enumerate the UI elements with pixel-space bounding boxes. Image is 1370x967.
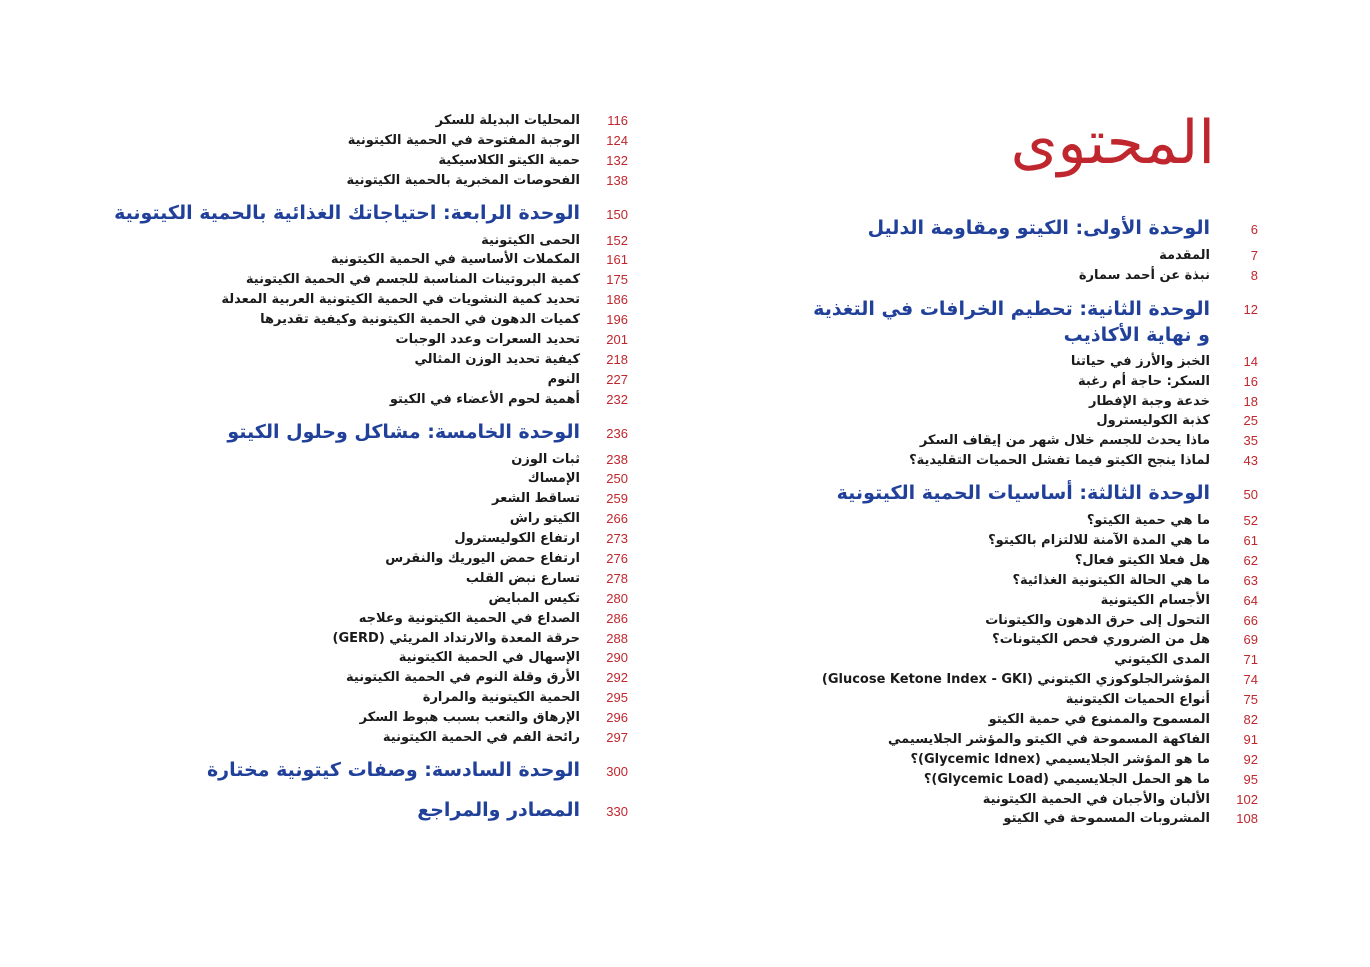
- toc-right-column: [698, 217, 1258, 829]
- page-number: 175: [606, 272, 628, 288]
- toc-entry[interactable]: [698, 511, 1258, 531]
- entry-title: حمية الكيتو الكلاسيكية: [438, 152, 580, 168]
- entry-title: الحمى الكيتونية: [481, 232, 580, 248]
- toc-entry[interactable]: [698, 650, 1258, 670]
- page-number: 116: [607, 113, 628, 128]
- toc-entry[interactable]: [108, 569, 628, 589]
- entry-title: رائحة الفم في الحمية الكيتونية: [382, 730, 580, 746]
- page-number: 16: [1243, 373, 1258, 389]
- page-number: 278: [606, 570, 628, 586]
- page-number: 227: [606, 371, 628, 387]
- page-number: 218: [606, 351, 628, 367]
- toc-entry[interactable]: [108, 708, 628, 728]
- entry-title: أنواع الحميات الكيتونية: [1065, 692, 1210, 708]
- toc-entry[interactable]: [698, 431, 1258, 451]
- page-number: 232: [606, 391, 628, 407]
- entry-title: تساقط الشعر: [492, 491, 580, 507]
- toc-entry[interactable]: [698, 750, 1258, 770]
- page-number: 266: [606, 511, 628, 527]
- entry-title: ارتفاع الكوليسترول: [454, 531, 580, 547]
- page-number: 102: [1236, 791, 1258, 807]
- entry-title: ما هي المدة الآمنة للالتزام بالكيتو؟: [988, 533, 1210, 549]
- toc-entry[interactable]: [108, 151, 628, 171]
- page-number: 152: [606, 232, 628, 248]
- entry-title: كميات الدهون في الحمية الكيتونية وكيفية تقديرها: [260, 312, 580, 328]
- page-number: 61: [1243, 533, 1258, 549]
- page-number: 201: [606, 332, 628, 348]
- page-title: المحتوى: [1010, 108, 1215, 178]
- toc-left-column: [108, 111, 628, 828]
- page-number: 66: [1243, 612, 1258, 628]
- page-number: 95: [1243, 771, 1258, 787]
- toc-entry[interactable]: [108, 290, 628, 310]
- entry-title: خدعة وجبة الإفطار: [1088, 393, 1210, 409]
- entry-title: كيفية تحديد الوزن المثالي: [414, 351, 580, 367]
- page-number: 12: [1243, 301, 1258, 317]
- toc-entry[interactable]: [108, 350, 628, 370]
- page-number: 238: [606, 451, 628, 467]
- page-number: 138: [606, 172, 628, 188]
- toc-unit-heading[interactable]: [108, 798, 628, 828]
- toc-entry[interactable]: [698, 670, 1258, 690]
- entry-title: تحديد كمية النشويات في الحمية الكيتونية العربية المعدلة: [221, 292, 580, 308]
- entry-title: الفاكهة المسموحة في الكيتو والمؤشر الجلايسيمي: [888, 731, 1210, 747]
- toc-entry[interactable]: [108, 111, 628, 131]
- entry-title: الخبز والأرز في حياتنا: [1070, 353, 1210, 369]
- toc-entry[interactable]: [108, 390, 628, 410]
- toc-entry[interactable]: [108, 549, 628, 569]
- entry-title: تكيس المبايض: [488, 590, 580, 606]
- toc-entry[interactable]: [108, 728, 628, 748]
- toc-entry[interactable]: [108, 509, 628, 529]
- toc-unit-heading[interactable]: [698, 297, 1258, 352]
- page-number: 82: [1243, 712, 1258, 728]
- page-number: 276: [606, 551, 628, 567]
- unit-title: الوحدة الثالثة: أساسيات الحمية الكيتونية: [836, 482, 1210, 505]
- entry-title: الصداع في الحمية الكيتونية وعلاجه: [358, 610, 580, 626]
- page-number: 150: [606, 206, 628, 222]
- page-number: 290: [606, 650, 628, 666]
- toc-entry[interactable]: [698, 591, 1258, 611]
- toc-entry[interactable]: [108, 330, 628, 350]
- toc-entry[interactable]: [698, 690, 1258, 710]
- toc-entry[interactable]: [698, 571, 1258, 591]
- toc-entry[interactable]: [698, 392, 1258, 412]
- page-number: 196: [606, 312, 628, 328]
- page-number: 124: [606, 132, 628, 148]
- unit-title: الوحدة السادسة: وصفات كيتونية مختارة: [206, 758, 580, 781]
- entry-title: حرقة المعدة والارتداد المريئي (GERD): [332, 630, 580, 646]
- entry-title: المقدمة: [1159, 248, 1210, 263]
- toc-entry[interactable]: [108, 231, 628, 251]
- toc-entry[interactable]: [108, 469, 628, 489]
- entry-title: المسموح والممنوع في حمية الكيتو: [988, 712, 1210, 728]
- toc-entry[interactable]: [698, 790, 1258, 810]
- page-number: 280: [606, 590, 628, 606]
- page-number: 236: [606, 425, 628, 441]
- page-number: 132: [606, 152, 628, 168]
- entry-title: ما هو الحمل الجلايسيمي (Glycemic Load)؟: [923, 771, 1210, 787]
- entry-title: الإرهاق والتعب بسبب هبوط السكر: [359, 710, 580, 726]
- unit-title: الوحدة الخامسة: مشاكل وحلول الكيتو: [227, 420, 580, 443]
- toc-entry[interactable]: [698, 630, 1258, 650]
- entry-title: هل من الضروري فحص الكيتونات؟: [992, 632, 1210, 648]
- page-number: 91: [1243, 731, 1258, 747]
- toc-entry[interactable]: [108, 171, 628, 191]
- page-number: 6: [1250, 222, 1258, 237]
- toc-unit-heading[interactable]: [108, 420, 628, 450]
- entry-title: التحول إلى حرق الدهون والكيتونات: [985, 612, 1210, 628]
- page-number: 14: [1243, 353, 1258, 369]
- entry-title: لماذا ينجح الكيتو فيما تفشل الحميات التقليدية؟: [909, 453, 1210, 469]
- page-number: 288: [606, 630, 628, 646]
- unit-title: الوحدة الأولى: الكيتو ومقاومة الدليل: [867, 217, 1210, 239]
- page-number: 74: [1243, 672, 1258, 688]
- entry-title: ماذا يحدث للجسم خلال شهر من إيقاف السكر: [919, 433, 1210, 449]
- toc-entry[interactable]: [698, 451, 1258, 471]
- toc-entry[interactable]: [108, 629, 628, 649]
- toc-entry[interactable]: [108, 589, 628, 609]
- page-number: 35: [1243, 433, 1258, 449]
- toc-entry[interactable]: [108, 609, 628, 629]
- page-number: 50: [1243, 487, 1258, 503]
- entry-title: الحمية الكيتونية والمرارة: [422, 690, 580, 706]
- page-number: 297: [606, 730, 628, 746]
- page-number: 75: [1243, 692, 1258, 708]
- entry-title: النوم: [547, 371, 580, 387]
- entry-title: كمية البروتينات المناسبة للجسم في الحمية الكيتونية: [245, 272, 580, 288]
- entry-title: تسارع نبض القلب: [465, 570, 580, 586]
- page-number: 63: [1243, 572, 1258, 588]
- toc-unit-heading[interactable]: [698, 482, 1258, 511]
- page-number: 186: [606, 292, 628, 308]
- toc-entry[interactable]: [108, 529, 628, 549]
- toc-entry[interactable]: [108, 370, 628, 390]
- entry-title: المؤشرالجلوكوزي الكيتوني (Glucose Ketone Index - GKI): [821, 672, 1210, 688]
- page-number: 52: [1243, 513, 1258, 529]
- entry-title: أهمية لحوم الأعضاء في الكيتو: [389, 391, 580, 407]
- toc-entry[interactable]: [698, 352, 1258, 372]
- entry-title: الإمساك: [527, 471, 580, 487]
- page-number: 259: [606, 491, 628, 507]
- unit-title: الوحدة الثانية: تحطيم الخرافات في التغذية و نهاية الأكاذيب: [813, 297, 1210, 346]
- page-number: 273: [606, 531, 628, 547]
- unit-title: المصادر والمراجع: [417, 798, 580, 821]
- toc-unit-heading[interactable]: [108, 201, 628, 231]
- entry-title: نبذة عن أحمد سمارة: [1078, 267, 1210, 283]
- entry-title: الأجسام الكيتونية: [1100, 592, 1210, 608]
- toc-entry[interactable]: [698, 809, 1258, 829]
- toc-entry[interactable]: [108, 648, 628, 668]
- page-number: 108: [1236, 811, 1258, 827]
- entry-title: ثبات الوزن: [511, 451, 580, 467]
- page-number: 71: [1243, 652, 1258, 668]
- toc-entry[interactable]: [698, 246, 1258, 266]
- toc-entry[interactable]: [108, 250, 628, 270]
- page-number: 92: [1243, 751, 1258, 767]
- page-number: 250: [606, 471, 628, 487]
- toc-entry[interactable]: [698, 411, 1258, 431]
- page-number: 292: [606, 670, 628, 686]
- entry-title: الإسهال في الحمية الكيتونية: [398, 650, 580, 666]
- page-number: 296: [606, 710, 628, 726]
- page-number: 64: [1243, 592, 1258, 608]
- page-number: 330: [606, 803, 628, 819]
- entry-title: ارتفاع حمض اليوريك والنقرس: [385, 551, 580, 567]
- entry-title: الأرق وقلة النوم في الحمية الكيتونية: [346, 670, 580, 686]
- entry-title: الألبان والأجبان في الحمية الكيتونية: [982, 791, 1210, 807]
- entry-title: المكملات الأساسية في الحمية الكيتونية: [330, 252, 580, 268]
- toc-entry[interactable]: [698, 710, 1258, 730]
- toc-entry[interactable]: [698, 531, 1258, 551]
- entry-title: هل فعلا الكيتو فعال؟: [1074, 552, 1210, 568]
- entry-title: المحليات البديلة للسكر: [435, 113, 580, 128]
- page-number: 18: [1243, 393, 1258, 409]
- page-number: 62: [1243, 552, 1258, 568]
- toc-entry[interactable]: [698, 266, 1258, 286]
- toc-unit-heading[interactable]: [108, 758, 628, 788]
- entry-title: الوجبة المفتوحة في الحمية الكيتونية: [347, 132, 580, 148]
- entry-title: المشروبات المسموحة في الكيتو: [1003, 811, 1210, 827]
- toc-entry[interactable]: [698, 730, 1258, 750]
- page-number: 161: [606, 252, 628, 268]
- toc-entry[interactable]: [698, 551, 1258, 571]
- entry-title: كذبة الكوليسترول: [1096, 413, 1210, 429]
- entry-title: ما هي حمية الكيتو؟: [1086, 513, 1210, 529]
- entry-title: تحديد السعرات وعدد الوجبات: [395, 332, 580, 348]
- page-number: 43: [1243, 453, 1258, 469]
- page-number: 295: [606, 690, 628, 706]
- toc-entry[interactable]: [108, 688, 628, 708]
- entry-title: ما هو المؤشر الجلايسيمي (Glycemic Idnex)؟: [910, 751, 1210, 767]
- page-number: 25: [1243, 413, 1258, 429]
- page-number: 286: [606, 610, 628, 626]
- toc-entry[interactable]: [108, 310, 628, 330]
- toc-entry[interactable]: [698, 770, 1258, 790]
- entry-title: الكيتو راش: [509, 511, 580, 527]
- toc-entry[interactable]: [108, 131, 628, 151]
- page-number: 7: [1250, 248, 1258, 263]
- entry-title: المدى الكيتوني: [1114, 652, 1210, 668]
- entry-title: السكر: حاجة أم رغبة: [1077, 373, 1210, 389]
- unit-title: الوحدة الرابعة: احتياجاتك الغذائية بالحمية الكيتونية: [114, 201, 580, 224]
- entry-title: ما هي الحالة الكيتونية الغذائية؟: [1012, 572, 1210, 588]
- toc-entry[interactable]: [698, 611, 1258, 631]
- toc-entry[interactable]: [108, 450, 628, 470]
- toc-entry[interactable]: [108, 489, 628, 509]
- page-number: 8: [1250, 267, 1258, 283]
- page-number: 300: [606, 763, 628, 779]
- entry-title: الفحوصات المخبرية بالحمية الكيتونية: [346, 172, 580, 188]
- toc-entry[interactable]: [698, 372, 1258, 392]
- toc-unit-heading[interactable]: [698, 217, 1258, 246]
- page-number: 69: [1243, 632, 1258, 648]
- toc-entry[interactable]: [108, 270, 628, 290]
- toc-entry[interactable]: [108, 668, 628, 688]
